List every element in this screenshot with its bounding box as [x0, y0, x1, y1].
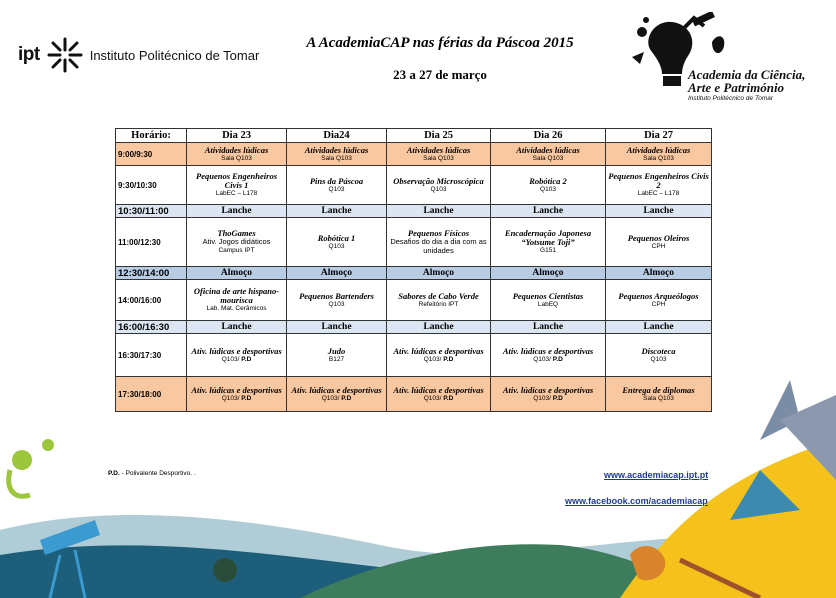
location-room: Q103/ [423, 394, 442, 402]
time-cell: 16:30/17:30 [116, 334, 187, 377]
location-room: Q103/ [423, 355, 442, 363]
activity-location [389, 356, 488, 364]
table-row [116, 267, 712, 280]
schedule-body [116, 143, 712, 412]
ipt-logo [18, 36, 259, 74]
location-room: Sala Q103 [321, 154, 352, 162]
table-row [116, 321, 712, 334]
location-room: Q103 [650, 355, 667, 363]
time-cell: 9:00/9:30 [116, 143, 187, 166]
activity-cell [187, 280, 287, 321]
activity-name: Ativ. lúdicas e desportivas [393, 384, 484, 395]
location-room: CPH [651, 242, 666, 250]
schedule-table [115, 128, 712, 412]
location-room: Campus IPT [218, 246, 255, 254]
activity-name: Oficina de arte hispano-mourisca [193, 286, 280, 305]
activity-cell [387, 280, 491, 321]
activity-location [493, 395, 603, 403]
break-cell: Almoço [187, 267, 287, 280]
activity-cell [606, 280, 712, 321]
location-pd: P.D [443, 394, 454, 402]
location-room: Q103/ [533, 394, 551, 402]
activity-cell [606, 166, 712, 205]
time-cell: 10:30/11:00 [116, 205, 187, 218]
activity-cell [491, 280, 606, 321]
ipt-abbreviation: ipt [18, 44, 40, 65]
website-link[interactable]: www.academiacap.ipt.pt [604, 470, 709, 480]
activity-name: Atividades lúdicas [516, 144, 580, 155]
activity-location [608, 301, 709, 309]
location-room: Q103 [540, 185, 556, 193]
location-pd: P.D [443, 355, 454, 363]
activity-cell [387, 218, 491, 267]
activity-location [289, 356, 384, 364]
activity-location [608, 155, 709, 163]
table-row [116, 143, 712, 166]
activity-cell [187, 166, 287, 205]
location-room: CPH [651, 300, 666, 308]
activity-name: Pequenos Físicos [407, 228, 470, 238]
break-cell: Lanche [187, 321, 287, 334]
header-cell: Dia24 [287, 129, 387, 143]
activity-location [608, 395, 709, 403]
activity-name: Ativ. lúdicas e desportivas [191, 345, 282, 356]
table-header-row [116, 129, 712, 143]
footnote-text: - Polivalente Desportivo. . [119, 470, 196, 477]
activity-location [189, 395, 284, 403]
location-room: Sala Q103 [643, 394, 674, 402]
activity-name: Pequenos Cientistas [512, 290, 584, 301]
activity-cell [187, 143, 287, 166]
activity-cell [491, 218, 606, 267]
location-room: Sala Q103 [221, 154, 252, 162]
header-cell: Dia 23 [187, 129, 287, 143]
ipt-name: Instituto Politécnico de Tomar [89, 47, 260, 63]
activity-name: Pequenos Engenheiros Civis 1 [196, 171, 277, 190]
activity-name: Ativ. lúdicas e desportivas [502, 384, 594, 395]
activity-location [289, 243, 384, 251]
activity-cell [187, 218, 287, 267]
table-row [116, 218, 712, 267]
activity-cell [491, 377, 606, 412]
activity-name: Robótica 2 [529, 175, 567, 186]
activity-cell [287, 143, 387, 166]
time-cell: 16:00/16:30 [116, 321, 187, 334]
header-cell: Dia 27 [606, 129, 712, 143]
activity-name: Pequenos Arqueólogos [618, 290, 699, 301]
academia-subtitle: Instituto Politécnico de Tomar [688, 95, 774, 102]
activity-cell [491, 334, 606, 377]
break-cell: Lanche [606, 205, 712, 218]
activity-location [608, 243, 709, 251]
activity-cell [187, 377, 287, 412]
page-title: A AcademiaCAP nas férias da Páscoa 2015 [306, 35, 574, 51]
activity-name: Judo [327, 345, 346, 356]
location-room: LabEC – L178 [637, 190, 680, 197]
location-room: Sala Q103 [643, 154, 674, 162]
activity-description: Desafios do dia a dia com as unidades [390, 237, 487, 255]
activity-cell [387, 166, 491, 205]
academia-line2: Arte e Património [688, 80, 785, 95]
activity-cell [287, 334, 387, 377]
break-cell: Almoço [491, 267, 606, 280]
time-cell: 17:30/18:00 [116, 377, 187, 412]
table-row [116, 334, 712, 377]
location-room: G151 [540, 247, 556, 254]
break-cell: Lanche [491, 205, 606, 218]
activity-name: Sabores de Cabo Verde [398, 290, 479, 301]
activity-location [189, 155, 284, 163]
activity-location [189, 305, 284, 313]
break-cell: Lanche [287, 321, 387, 334]
activity-name: Pequenos Oleiros [627, 232, 690, 243]
activity-description: Ativ. Jogos didáticos [202, 237, 271, 247]
time-cell: 12:30/14:00 [116, 267, 187, 280]
break-cell: Lanche [387, 205, 491, 218]
ipt-star-icon [46, 36, 84, 74]
activity-location [289, 155, 384, 163]
activity-name: Discoteca [641, 345, 676, 356]
activity-name: Entrega de diplomas [622, 384, 695, 395]
location-room: Q103/ [221, 394, 240, 402]
location-room: Sala Q103 [423, 154, 454, 162]
activity-name: Pequenos Bartenders [299, 290, 374, 301]
activity-location [493, 155, 603, 163]
location-room: Q103/ [221, 355, 240, 363]
activity-name: Ativ. lúdicas e desportivas [291, 384, 382, 395]
activity-location [493, 186, 603, 194]
break-cell: Lanche [387, 321, 491, 334]
activity-cell [187, 334, 287, 377]
location-pd: P.D [241, 394, 252, 402]
break-cell: Lanche [606, 321, 712, 334]
table-row [116, 166, 712, 205]
activity-location [389, 155, 488, 163]
activity-cell [287, 280, 387, 321]
academia-title [688, 68, 805, 94]
time-cell: 9:30/10:30 [116, 166, 187, 205]
activity-location [389, 186, 488, 194]
activity-cell [387, 334, 491, 377]
activity-name: ThoGames [217, 228, 256, 239]
activity-cell [606, 143, 712, 166]
activity-location [289, 301, 384, 309]
header-cell: Dia 25 [387, 129, 491, 143]
activity-name: Robótica 1 [317, 232, 356, 243]
activity-name: Pequenos Engenheiros Civis 2 [608, 171, 709, 190]
footnote-abbr: P.D. [108, 470, 120, 477]
location-room: LabEQ [537, 300, 559, 308]
activity-cell [287, 218, 387, 267]
activity-location [493, 247, 603, 255]
location-pd: P.D [241, 355, 252, 363]
activity-location [189, 356, 284, 364]
activity-location [189, 190, 284, 198]
location-pd: P.D [552, 394, 563, 402]
location-room: Q103 [328, 242, 345, 250]
activity-cell [606, 377, 712, 412]
header-cell: Horário: [116, 129, 187, 143]
date-range: 23 a 27 de março [393, 67, 487, 82]
activity-name: Ativ. lúdicas e desportivas [393, 345, 484, 356]
activity-cell [287, 377, 387, 412]
table-row [116, 377, 712, 412]
activity-name: Atividades lúdicas [406, 144, 471, 155]
activity-cell [387, 143, 491, 166]
table-row [116, 205, 712, 218]
activity-name: Pins da Páscoa [309, 175, 364, 186]
activity-cell [606, 218, 712, 267]
location-room: LabEC – L178 [215, 190, 258, 197]
activity-location [389, 301, 488, 309]
activity-location [289, 395, 384, 403]
activity-name: Encadernação Japonesa “Yotsume Toji” [504, 228, 592, 247]
activity-cell [387, 377, 491, 412]
activity-name: Atividades lúdicas [304, 144, 369, 155]
break-cell: Lanche [491, 321, 606, 334]
activity-cell [491, 143, 606, 166]
location-pd: P.D [552, 355, 563, 363]
location-room: Q103/ [533, 355, 551, 363]
location-room: Q103 [328, 300, 345, 308]
activity-location [389, 395, 488, 403]
activity-name: Ativ. lúdicas e desportivas [191, 384, 282, 395]
activity-cell [606, 334, 712, 377]
activity-name: Ativ. lúdicas e desportivas [502, 345, 594, 356]
location-pd: P.D [341, 394, 352, 402]
break-cell: Almoço [606, 267, 712, 280]
facebook-link[interactable]: www.facebook.com/academiacap [565, 496, 708, 506]
header-cell: Dia 26 [491, 129, 606, 143]
activity-location [608, 356, 709, 364]
activity-cell [491, 166, 606, 205]
activity-location [608, 190, 709, 198]
activity-name: Atividades lúdicas [626, 144, 691, 155]
footnote [108, 470, 196, 477]
time-cell: 14:00/16:00 [116, 280, 187, 321]
activity-location [493, 356, 603, 364]
break-cell: Almoço [387, 267, 491, 280]
break-cell: Lanche [187, 205, 287, 218]
time-cell: 11:00/12:30 [116, 218, 187, 267]
table-row [116, 280, 712, 321]
activity-name: Observação Microscópica [393, 175, 484, 186]
activity-location [189, 247, 284, 255]
activity-location [289, 186, 384, 194]
location-room: Refeitório IPT [418, 300, 459, 308]
break-cell: Almoço [287, 267, 387, 280]
activity-location [493, 301, 603, 309]
location-room: Q103/ [321, 394, 340, 402]
break-cell: Lanche [287, 205, 387, 218]
location-room: B127 [328, 355, 345, 363]
location-room: Q103 [430, 185, 447, 193]
academia-line1: Academia da Ciência, [688, 67, 806, 82]
activity-cell [287, 166, 387, 205]
location-room: Lab. Mat. Cerâmicos [206, 305, 267, 312]
location-room: Sala Q103 [532, 154, 564, 162]
location-room: Q103 [328, 185, 345, 193]
activity-name: Atividades lúdicas [204, 144, 269, 155]
